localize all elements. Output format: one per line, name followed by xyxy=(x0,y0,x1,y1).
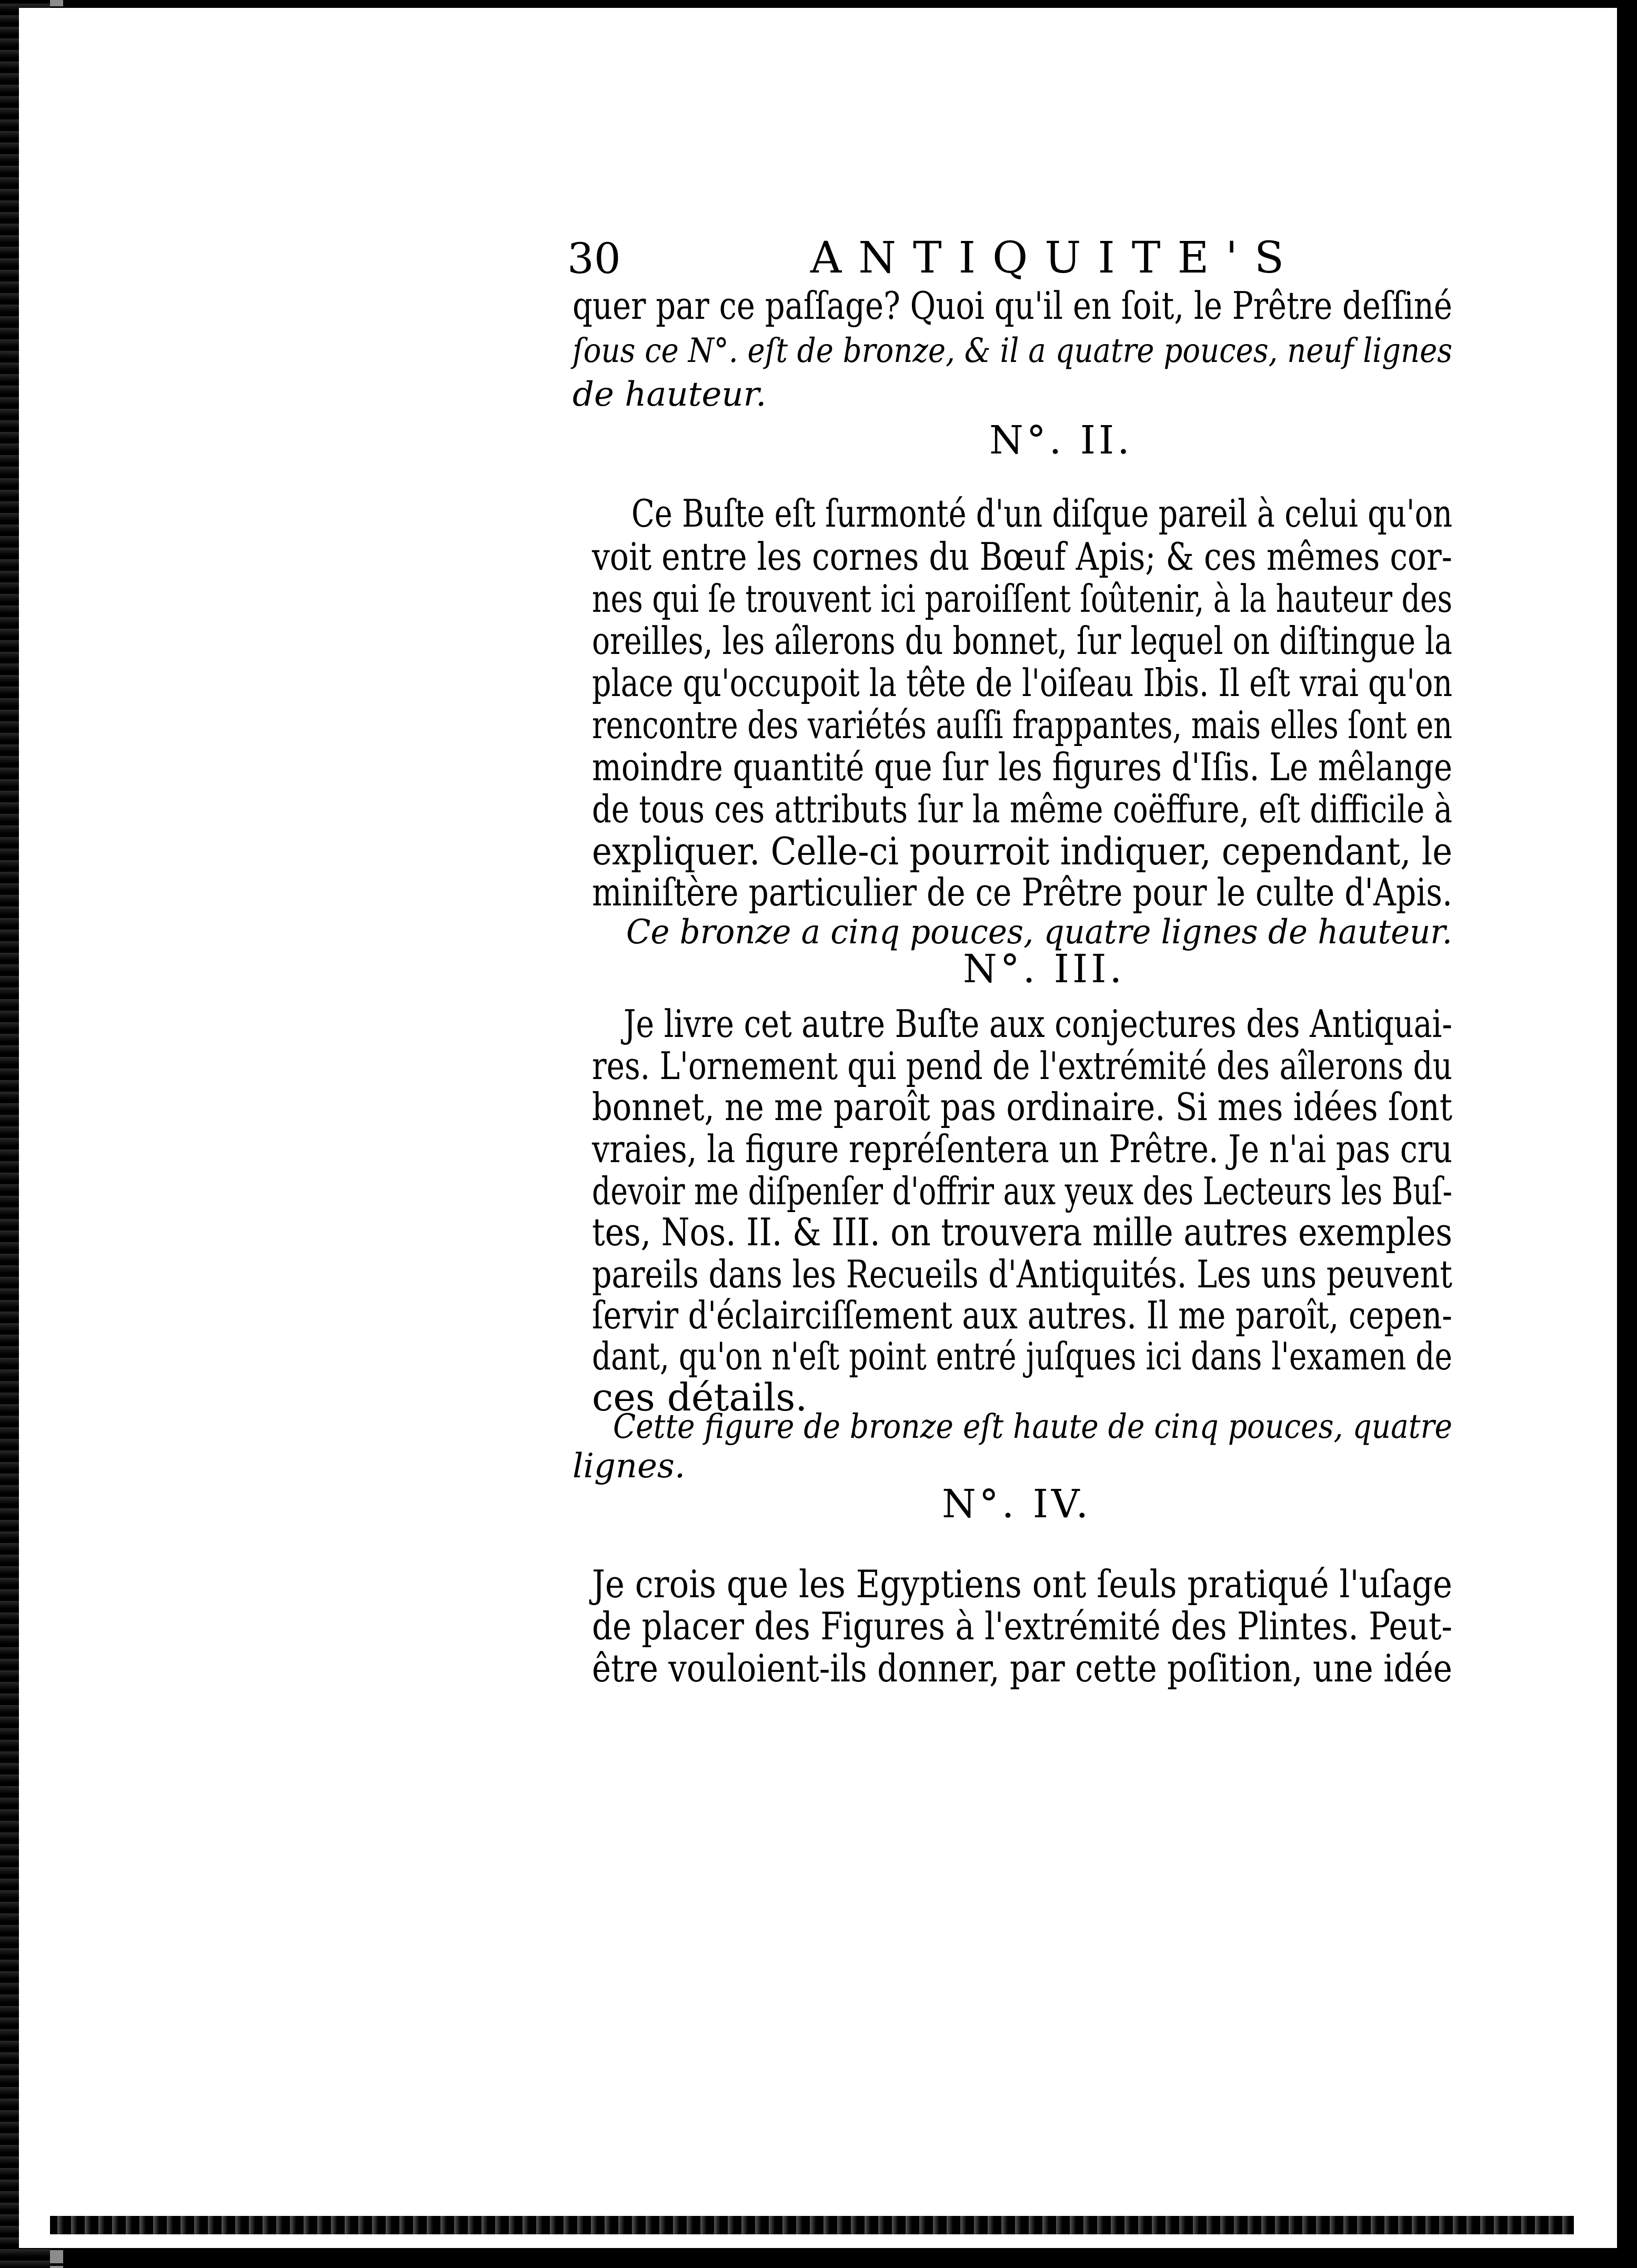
section-heading: N°. III. xyxy=(963,946,1126,992)
text-line: lignes. xyxy=(573,1447,686,1486)
page-number: 30 xyxy=(567,234,621,283)
running-title: ANTIQUITE'S xyxy=(810,233,1301,283)
text-line: ſervir d'éclairciſſement aux autres. Il me paroît, cepen- xyxy=(592,1293,1452,1337)
text-line: nes qui ſe trouvent ici paroiſſent ſoûtenir, à la hauteur des xyxy=(592,577,1453,621)
text-line: miniſtère particulier de ce Prêtre pour le culte d'Apis. xyxy=(592,870,1452,914)
text-line: Je livre cet autre Buſte aux conjectures des Antiquai- xyxy=(624,1002,1453,1046)
text-line: ces détails. xyxy=(592,1375,808,1419)
text-line: voit entre les cornes du Bœuf Apis; & ces mêmes cor- xyxy=(592,535,1452,579)
text-line: moindre quantité que ſur les figures d'Iſis. Le mêlange xyxy=(592,745,1452,789)
text-line: bonnet, ne me paroît pas ordinaire. Si mes idées ſont xyxy=(592,1085,1453,1129)
text-line: ſous ce N°. eſt de bronze, & il a quatre pouces, neuf lignes xyxy=(573,331,1453,370)
text-line: Je crois que les Egyptiens ont ſeuls pratiqué l'uſage xyxy=(592,1562,1452,1606)
text-line: res. L'ornement qui pend de l'extrémité des aîlerons du xyxy=(592,1044,1452,1088)
text-line: quer par ce paſſage? Quoi qu'il en ſoit, le Prêtre deſſiné xyxy=(573,284,1452,328)
text-line: de tous ces attributs ſur la même coëffure, eſt difficile à xyxy=(592,787,1452,831)
text-line: Ce Buſte eſt ſurmonté d'un diſque pareil à celui qu'on xyxy=(631,491,1453,536)
text-line: être vouloient-ils donner, par cette poſition, une idée xyxy=(592,1646,1452,1690)
text-line: pareils dans les Recueils d'Antiquités. Les uns peuvent xyxy=(592,1252,1452,1296)
scan-border-right xyxy=(1617,0,1637,2268)
section-heading: N°. II. xyxy=(989,418,1133,463)
text-line: Ce bronze a cinq pouces, quatre lignes de hauteur. xyxy=(626,913,1452,952)
text-line: dant, qu'on n'eſt point entré juſques ici dans l'examen de xyxy=(592,1334,1452,1378)
text-line: oreilles, les aîlerons du bonnet, ſur lequel on diſtingue la xyxy=(592,619,1452,663)
text-line: rencontre des variétés auſſi frappantes, mais elles ſont en xyxy=(592,703,1452,747)
page-bottom-edge xyxy=(50,2216,1574,2234)
text-line: vraies, la figure repréſentera un Prêtre. Je n'ai pas cru xyxy=(592,1127,1452,1171)
text-line: expliquer. Celle-ci pourroit indiquer, cependant, le xyxy=(592,829,1453,873)
text-line: devoir me diſpenſer d'offrir aux yeux des Lecteurs les Buſ- xyxy=(592,1169,1452,1213)
text-line: place qu'occupoit la tête de l'oiſeau Ibis. Il eſt vrai qu'on xyxy=(592,661,1453,705)
text-line: de placer des Figures à l'extrémité des Plintes. Peut- xyxy=(592,1604,1452,1648)
text-line: de hauteur. xyxy=(573,375,767,414)
section-heading: N°. IV. xyxy=(942,1481,1092,1527)
text-line: tes, Nos. II. & III. on trouvera mille autres exemples xyxy=(592,1210,1452,1254)
text-line: Cette figure de bronze eſt haute de cinq pouces, quatre xyxy=(613,1407,1452,1446)
